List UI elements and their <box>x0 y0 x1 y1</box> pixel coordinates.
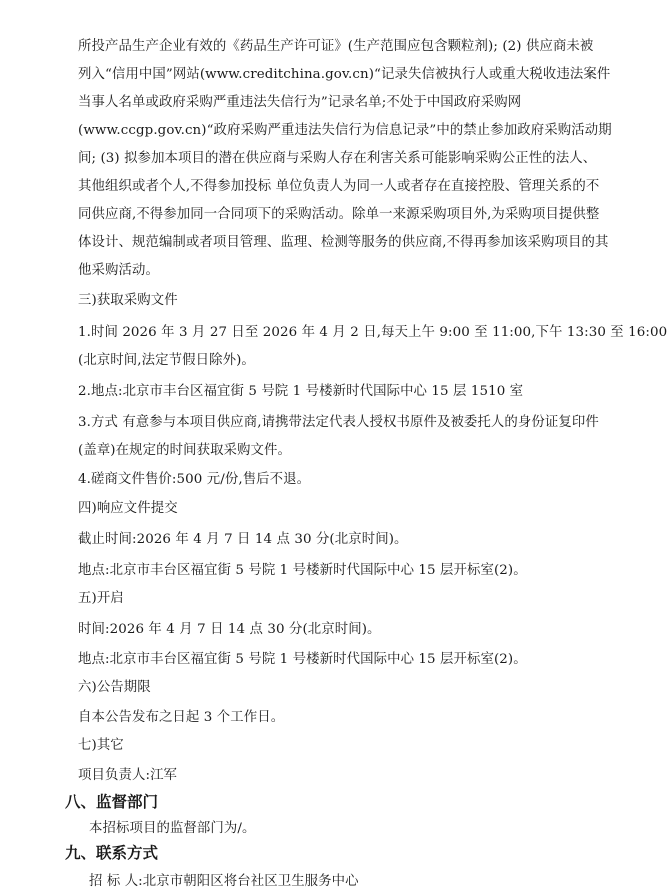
contact-line: 招 标 人:北京市朝阳区将台社区卫生服务中心 <box>89 874 359 889</box>
paragraph-line: 当事人名单或政府采购严重违法失信行为”记录名单;不处于中国政府采购网 <box>78 95 522 110</box>
open-place-line: 地点:北京市丰台区福宜街 5 号院 1 号楼新时代国际中心 15 层开标室(2)。 <box>78 652 527 667</box>
paragraph-line: 其他组织或者个人,不得参加投标 单位负责人为同一人或者存在直接控股、管理关系的不 <box>78 179 600 194</box>
method-line: 3.方式 有意参与本项目供应商,请携带法定代表人授权书原件及被委托人的身份证复印件 <box>78 415 599 430</box>
section-title-5: 五)开启 <box>78 591 124 606</box>
price-line: 4.磋商文件售价:500 元/份,售后不退。 <box>78 472 311 487</box>
notice-period-line: 自本公告发布之日起 3 个工作日。 <box>78 710 285 725</box>
section-title-7: 七)其它 <box>78 738 124 753</box>
submit-place-line: 地点:北京市丰台区福宜街 5 号院 1 号楼新时代国际中心 15 层开标室(2)。 <box>78 563 527 578</box>
paragraph-line: 列入“信用中国”网站(www.creditchina.gov.cn)“记录失信被执行人或重大税收违法案件 <box>78 67 611 82</box>
section-heading-9: 九、联系方式 <box>65 844 159 862</box>
paragraph-line: 他采购活动。 <box>78 263 159 278</box>
time-line: 1.时间 2026 年 3 月 27 日至 2026 年 4 月 2 日,每天上午 9:00 至 11:00,下午 13:30 至 16:00 <box>78 325 668 340</box>
deadline-line: 截止时间:2026 年 4 月 7 日 14 点 30 分(北京时间)。 <box>78 532 408 547</box>
paragraph-line: 体设计、规范编制或者项目管理、监理、检测等服务的供应商,不得再参加该采购项目的其 <box>78 235 609 250</box>
paragraph-line: 间; (3) 拟参加本项目的潜在供应商与采购人存在利害关系可能影响采购公正性的法人、 <box>78 151 597 166</box>
time-line-note: (北京时间,法定节假日除外)。 <box>78 353 255 368</box>
paragraph-line: 所投产品生产企业有效的《药品生产许可证》(生产范围应包含颗粒剂); (2) 供应商未被 <box>78 39 594 54</box>
section-title-6: 六)公告期限 <box>78 680 151 695</box>
paragraph-line: (www.ccgp.gov.cn)“政府采购严重违法失信行为信息记录”中的禁止参加政府采购活动期 <box>78 123 612 138</box>
supervision-line: 本招标项目的监督部门为/。 <box>89 821 256 836</box>
method-line-note: (盖章)在规定的时间获取采购文件。 <box>78 443 292 458</box>
section-heading-8: 八、监督部门 <box>65 793 159 811</box>
place-line: 2.地点:北京市丰台区福宜街 5 号院 1 号楼新时代国际中心 15 层 1510 室 <box>78 384 524 399</box>
open-time-line: 时间:2026 年 4 月 7 日 14 点 30 分(北京时间)。 <box>78 622 381 637</box>
paragraph-line: 同供应商,不得参加同一合同项下的采购活动。除单一来源采购项目外,为采购项目提供整 <box>78 207 600 222</box>
section-title-4: 四)响应文件提交 <box>78 501 178 516</box>
section-title-3: 三)获取采购文件 <box>78 293 178 308</box>
project-manager-line: 项目负责人:江军 <box>78 768 178 783</box>
